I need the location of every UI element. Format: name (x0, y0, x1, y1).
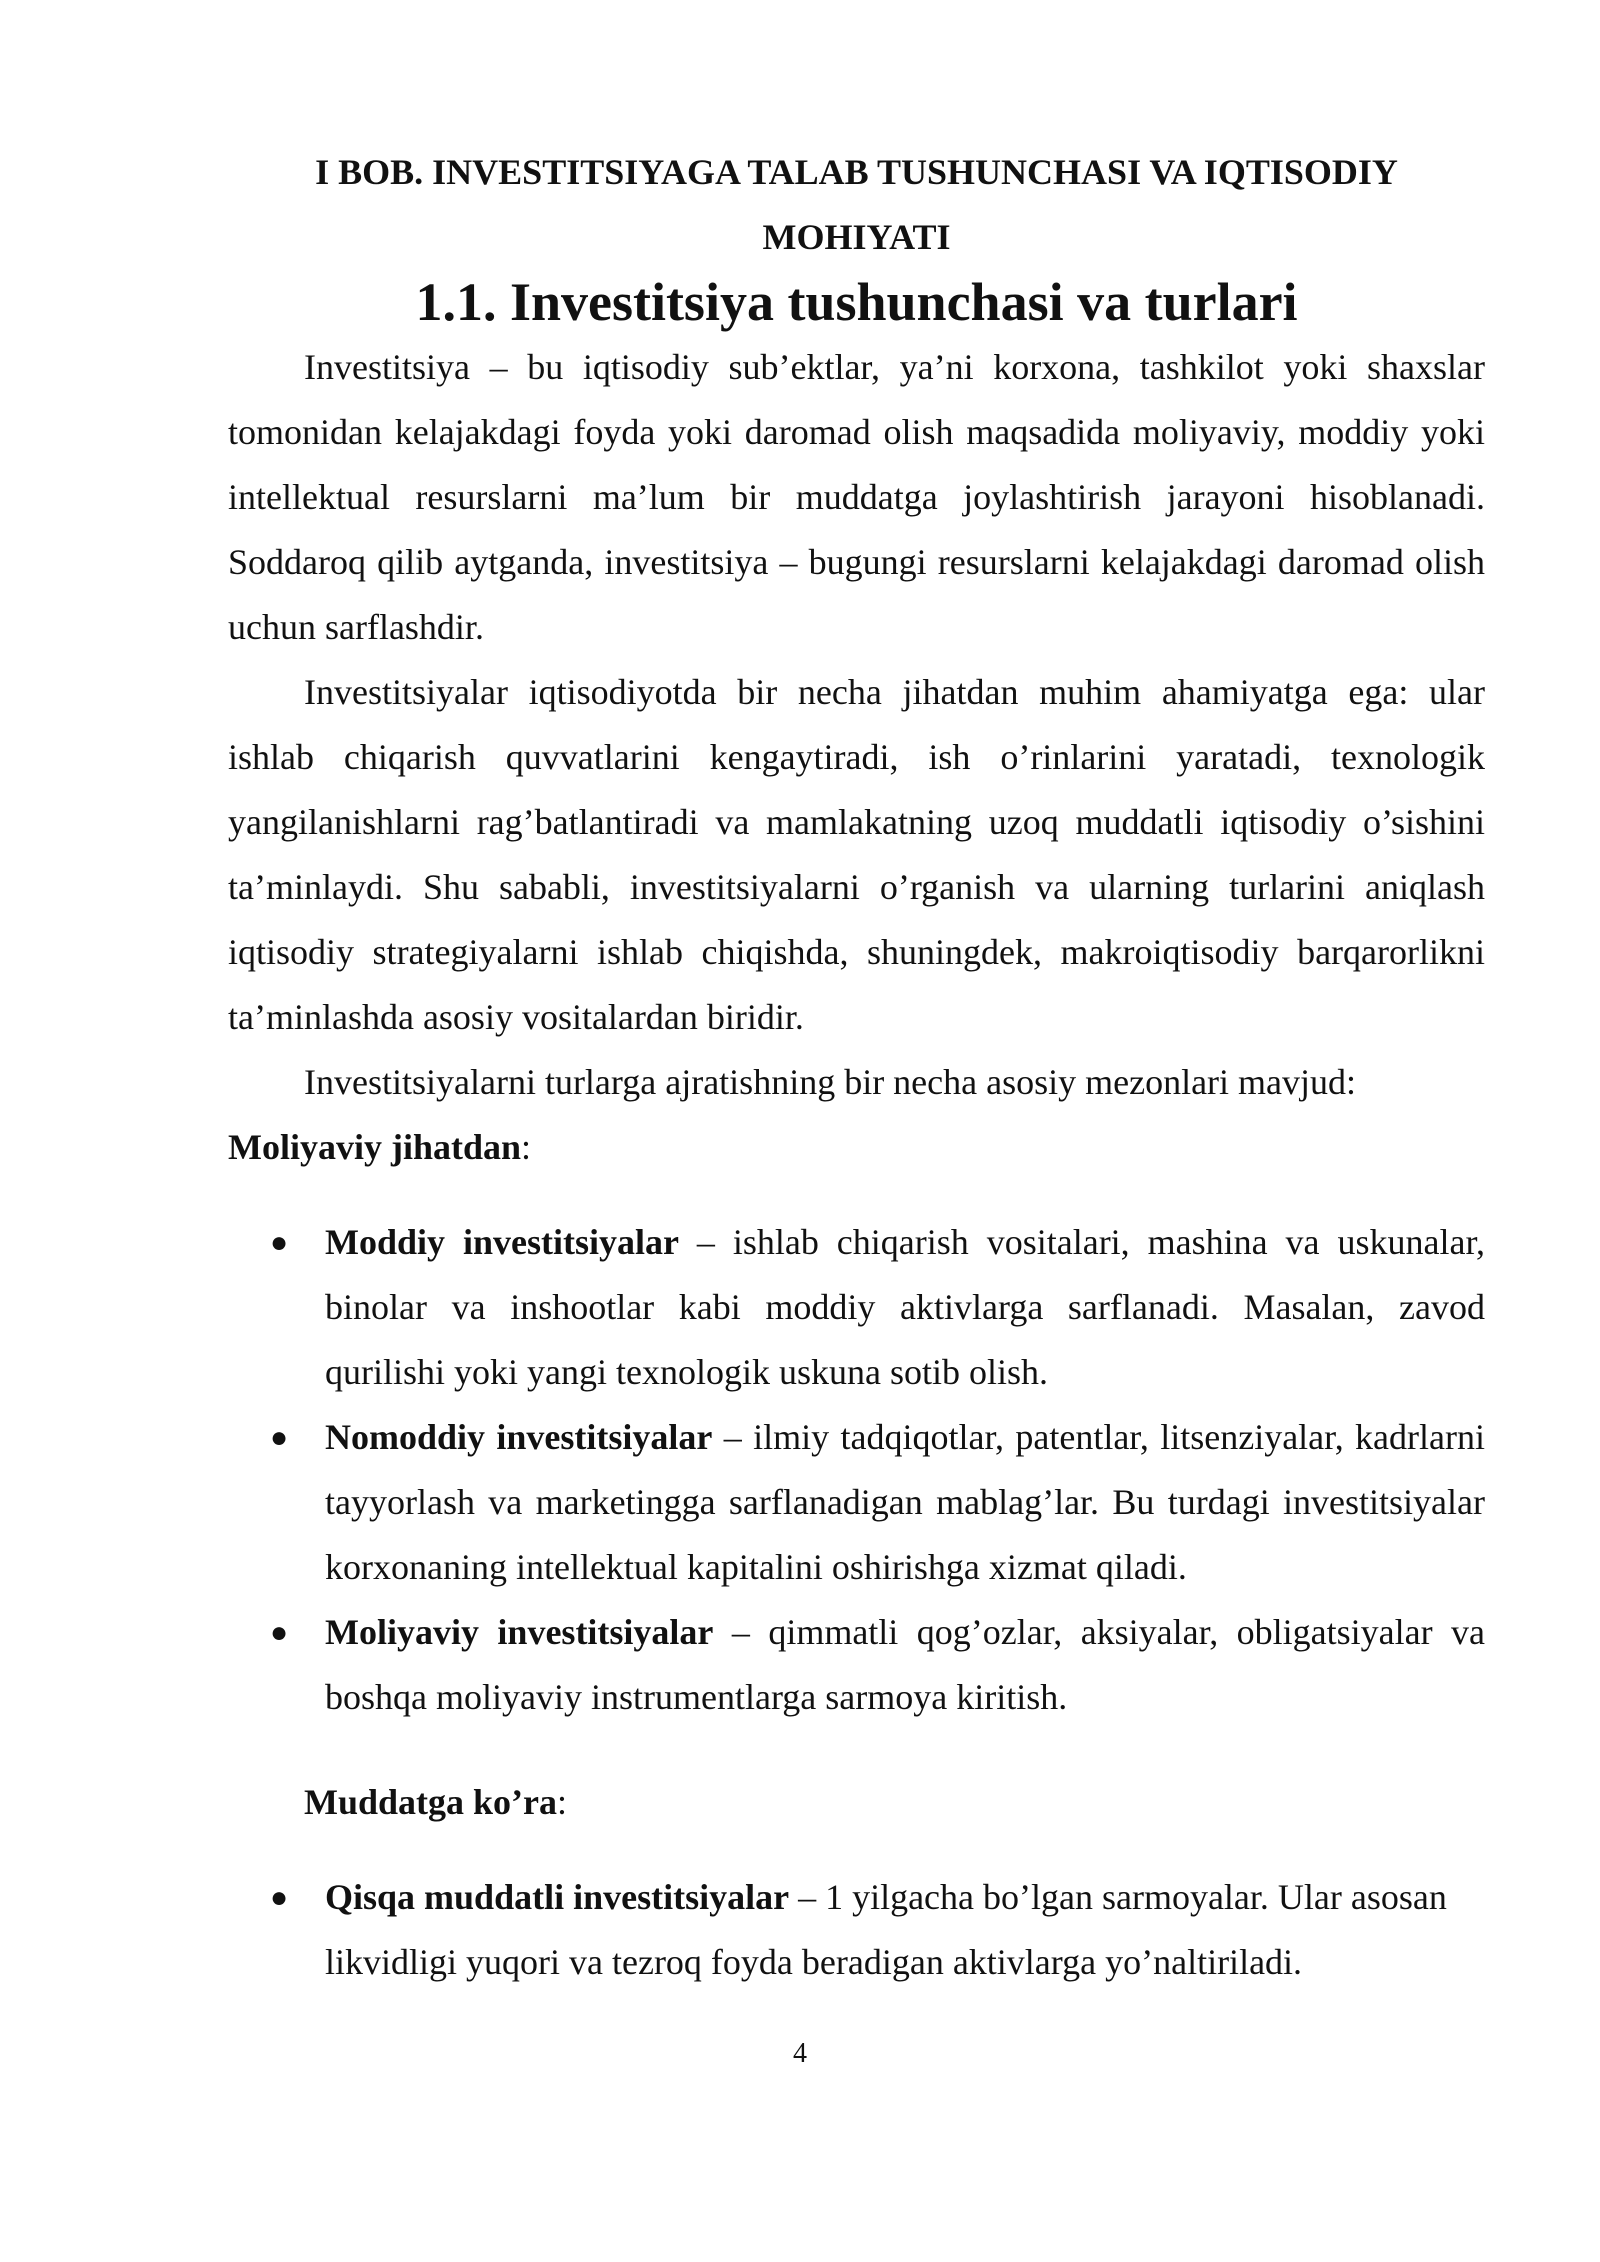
term-types-list (228, 1865, 1485, 1995)
list-item-term: Moliyaviy investitsiyalar (325, 1612, 714, 1652)
list-item (270, 1865, 1485, 1995)
criterion-heading-term-colon: : (557, 1782, 568, 1822)
list-item-term: Nomoddiy investitsiyalar (325, 1417, 713, 1457)
list-item-text: – ishlab chiqarish vositalari, mashina va uskunalar, binolar va inshootlar kabi moddiy aktivlarga sarflanadi. Masalan, zavod qurilishi yoki yangi texnologik uskuna sotib olish. (325, 1222, 1485, 1392)
bullet-icon: ● (270, 1226, 289, 1259)
chapter-title (228, 140, 1485, 270)
chapter-title-line-1: I BOB. INVESTITSIYAGA TALAB TUSHUNCHASI VA IQTISODIY (315, 152, 1398, 192)
financial-types-list (228, 1210, 1485, 1730)
list-item (270, 1405, 1485, 1600)
list-item (270, 1210, 1485, 1405)
list-item-text: – ilmiy tadqiqotlar, patentlar, litsenziyalar, kadrlarni tayyorlash va marketingga sarflanadigan mablag’lar. Bu turdagi investitsiyalar korxonaning intellektual kapitalini oshirishga xizmat qiladi. (325, 1417, 1485, 1587)
list-item-text: – 1 yilgacha bo’lgan sarmoyalar. Ular asosan likvidligi yuqori va tezroq foyda beradigan aktivlarga yo’naltiriladi. (325, 1877, 1447, 1982)
paragraph-criteria-intro: Investitsiyalarni turlarga ajratishning bir necha asosiy mezonlari mavjud: (304, 1062, 1357, 1102)
criterion-heading-term-text: Muddatga ko’ra (304, 1782, 558, 1822)
criterion-heading-term (304, 1770, 1485, 1835)
list-item-text: – qimmatli qog’ozlar, aksiyalar, obligatsiyalar va boshqa moliyaviy instrumentlarga sarmoya kiritish. (325, 1612, 1486, 1717)
list-item-term: Moddiy investitsiyalar (325, 1222, 679, 1262)
bullet-icon: ● (270, 1421, 289, 1454)
criterion-heading-financial (228, 1115, 1485, 1180)
criterion-heading-financial-text: Moliyaviy jihatdan (228, 1127, 522, 1167)
bullet-icon: ● (270, 1616, 289, 1649)
page-number: 4 (793, 2038, 807, 2069)
paragraph-definition: Investitsiya – bu iqtisodiy sub’ektlar, ya’ni korxona, tashkilot yoki shaxslar tomonidan kelajakdagi foyda yoki daromad olish maqsadida moliyaviy, moddiy yoki intellektual resurslarni ma’lum bir muddatga joylashtirish jarayoni hisoblanadi. Soddaroq qilib aytganda, investitsiya – bugungi resurslarni kelajakdagi daromad olish uchun sarflashdir. (228, 347, 1485, 647)
document-page (228, 140, 1485, 1995)
bullet-icon: ● (270, 1881, 289, 1914)
criterion-heading-financial-colon: : (521, 1127, 532, 1167)
chapter-title-line-2: MOHIYATI (762, 217, 951, 257)
paragraph-importance: Investitsiyalar iqtisodiyotda bir necha jihatdan muhim ahamiyatga ega: ular ishlab chiqarish quvvatlarini kengaytiradi, ish o’rinlarini yaratadi, texnologik yangilanishlarni rag’batlantiradi va mamlakatning uzoq muddatli iqtisodiy o’sishini ta’minlaydi. Shu sababli, investitsiyalarni o’rganish va ularning turlarini aniqlash iqtisodiy strategiyalarni ishlab chiqishda, shuningdek, makroiqtisodiy barqarorlikni ta’minlashda asosiy vositalardan biridir. (228, 672, 1485, 1037)
list-item-term: Qisqa muddatli investitsiyalar (325, 1877, 790, 1917)
section-title: 1.1. Investitsiya tushunchasi va turlari (415, 272, 1298, 332)
list-item (270, 1600, 1486, 1730)
